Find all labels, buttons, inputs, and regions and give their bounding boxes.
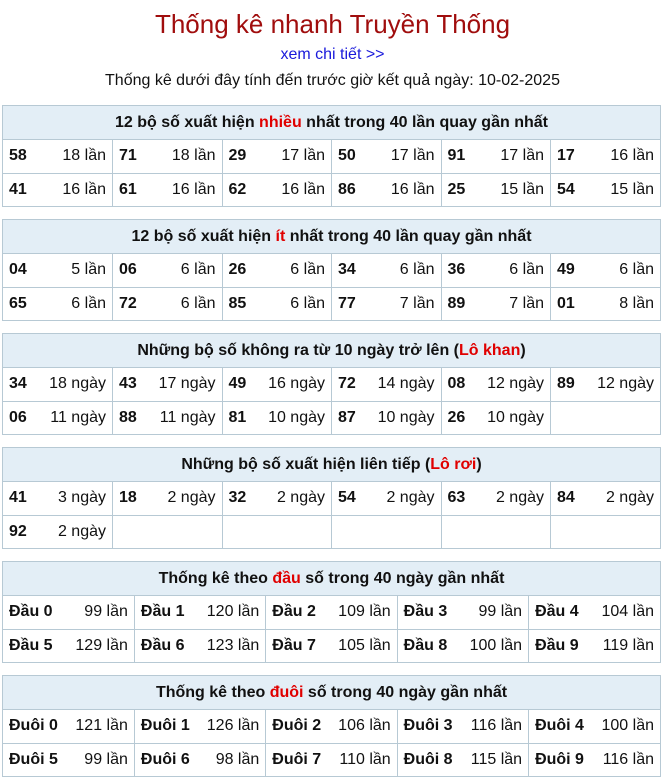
table-row bbox=[3, 287, 660, 320]
table-row bbox=[3, 515, 660, 548]
stat-count: 100 lần bbox=[601, 717, 654, 735]
stat-key: 26 bbox=[447, 408, 466, 426]
stat-cell bbox=[332, 401, 442, 434]
section-title-text: Những bộ số không ra từ 10 ngày trở lên ( bbox=[137, 342, 459, 359]
stat-cell bbox=[222, 515, 332, 548]
stat-key: Đuôi 5 bbox=[9, 750, 58, 768]
stat-cell bbox=[222, 401, 332, 434]
table-row bbox=[3, 629, 660, 662]
stat-count: 12 ngày bbox=[487, 375, 544, 393]
stat-key: 01 bbox=[557, 294, 575, 312]
stat-key: 25 bbox=[447, 180, 466, 198]
stat-key: Đuôi 4 bbox=[535, 717, 584, 735]
stat-count: 11 ngày bbox=[50, 408, 106, 426]
stat-key: 89 bbox=[557, 375, 575, 393]
stat-key: 72 bbox=[119, 294, 137, 312]
stat-key: 50 bbox=[338, 147, 356, 165]
stat-cell bbox=[551, 254, 661, 287]
stat-key: 92 bbox=[9, 522, 27, 540]
stat-key: 06 bbox=[119, 261, 137, 279]
stat-count: 12 ngày bbox=[597, 375, 654, 393]
stat-key: 54 bbox=[338, 489, 356, 507]
section-title bbox=[3, 448, 660, 482]
stat-count: 5 lần bbox=[71, 261, 106, 279]
stat-key: 65 bbox=[9, 294, 27, 312]
stat-key: 86 bbox=[338, 180, 356, 198]
stat-cell bbox=[332, 515, 442, 548]
section-title bbox=[3, 676, 660, 710]
stat-cell bbox=[134, 743, 265, 776]
stats-table bbox=[3, 368, 660, 434]
stat-cell bbox=[441, 254, 551, 287]
stat-cell bbox=[113, 515, 223, 548]
stat-count: 16 lần bbox=[610, 147, 654, 165]
stat-count: 10 ngày bbox=[377, 408, 435, 426]
stat-count: 109 lần bbox=[338, 603, 391, 621]
stat-key: Đuôi 2 bbox=[272, 717, 322, 735]
stat-count: 6 lần bbox=[180, 261, 216, 279]
stat-count: 10 ngày bbox=[268, 408, 325, 426]
stat-count: 121 lần bbox=[75, 717, 128, 735]
page-title: Thống kê nhanh Truyền Thống bbox=[154, 9, 511, 39]
stat-key: 34 bbox=[338, 261, 356, 279]
stat-count: 126 lần bbox=[206, 717, 260, 735]
stat-cell bbox=[222, 287, 332, 320]
stat-cell bbox=[332, 140, 442, 173]
stat-count: 110 lần bbox=[339, 750, 391, 768]
section-title-highlight: nhiều bbox=[259, 114, 302, 131]
stat-key: 04 bbox=[9, 261, 27, 279]
stat-count: 99 lần bbox=[84, 750, 128, 768]
stat-cell bbox=[266, 710, 397, 743]
section-title-highlight: ít bbox=[275, 228, 286, 245]
stat-key: 49 bbox=[228, 375, 247, 393]
stat-key: 26 bbox=[228, 261, 247, 279]
stat-cell bbox=[134, 629, 265, 662]
stat-cell bbox=[332, 482, 442, 515]
stat-count: 14 ngày bbox=[377, 375, 435, 393]
stat-count: 16 lần bbox=[281, 180, 325, 198]
table-row bbox=[3, 173, 660, 206]
section-title-highlight: đuôi bbox=[269, 684, 304, 701]
stat-cell bbox=[3, 173, 113, 206]
stat-cell bbox=[266, 629, 397, 662]
stat-cell bbox=[113, 140, 223, 173]
stat-cell bbox=[266, 743, 397, 776]
lo-roi-section bbox=[2, 447, 661, 549]
stat-count: 2 ngày bbox=[57, 522, 106, 540]
stat-cell bbox=[222, 173, 332, 206]
stat-key: 34 bbox=[9, 375, 27, 393]
stat-key: 84 bbox=[557, 489, 575, 507]
stat-cell bbox=[3, 482, 113, 515]
stat-count: 2 ngày bbox=[386, 489, 435, 507]
stat-count: 17 ngày bbox=[158, 375, 216, 393]
stat-key: Đầu 1 bbox=[140, 603, 185, 621]
stat-key: 06 bbox=[9, 408, 27, 426]
section-title-text: Thống kê theo bbox=[158, 570, 273, 587]
table-row bbox=[3, 368, 660, 401]
stat-cell bbox=[3, 254, 113, 287]
stat-count: 18 lần bbox=[171, 147, 216, 165]
stat-key: Đầu 5 bbox=[9, 636, 53, 654]
stat-count: 6 lần bbox=[71, 294, 106, 312]
section-title-text: 12 bộ số xuất hiện bbox=[115, 114, 260, 131]
section-title bbox=[3, 220, 660, 254]
stat-cell bbox=[332, 287, 442, 320]
most-frequent-section bbox=[2, 105, 661, 207]
stat-key: 18 bbox=[119, 489, 137, 507]
stat-cell bbox=[113, 482, 223, 515]
stat-key: 71 bbox=[119, 147, 137, 165]
stat-key: 58 bbox=[9, 147, 27, 165]
stat-count: 106 lần bbox=[338, 717, 391, 735]
stat-cell bbox=[113, 173, 223, 206]
stat-cell bbox=[266, 596, 397, 629]
stat-count: 6 lần bbox=[290, 294, 325, 312]
duoi-stats-section bbox=[2, 675, 661, 777]
stat-count: 16 lần bbox=[390, 180, 435, 198]
section-title-text: ) bbox=[476, 456, 482, 473]
section-title-text: ) bbox=[520, 342, 526, 359]
stats-table bbox=[3, 140, 660, 206]
stat-key: 41 bbox=[9, 180, 27, 198]
stat-cell bbox=[134, 596, 265, 629]
stat-key: 43 bbox=[119, 375, 137, 393]
table-row bbox=[3, 596, 660, 629]
stat-key: Đuôi 8 bbox=[403, 750, 453, 768]
stat-cell bbox=[113, 254, 223, 287]
stat-cell bbox=[529, 596, 660, 629]
stat-key: Đầu 8 bbox=[403, 636, 448, 654]
stat-cell bbox=[441, 287, 551, 320]
stat-count: 100 lần bbox=[469, 636, 523, 654]
stat-cell bbox=[551, 482, 661, 515]
stat-key: 17 bbox=[557, 147, 575, 165]
stat-cell bbox=[222, 140, 332, 173]
section-title-text: nhất trong 40 lần quay gần nhất bbox=[285, 228, 532, 245]
stat-count: 16 lần bbox=[171, 180, 216, 198]
stat-count: 6 lần bbox=[509, 261, 544, 279]
stat-key: Đuôi 0 bbox=[9, 717, 58, 735]
stat-count: 3 ngày bbox=[57, 489, 106, 507]
stat-key: Đuôi 1 bbox=[140, 717, 190, 735]
stat-cell bbox=[551, 173, 661, 206]
stat-count: 6 lần bbox=[399, 261, 435, 279]
stat-count: 2 ngày bbox=[605, 489, 654, 507]
stat-count: 123 lần bbox=[206, 636, 260, 654]
section-title bbox=[3, 562, 660, 596]
stat-cell bbox=[332, 173, 442, 206]
section-title-text: số trong 40 ngày gần nhất bbox=[303, 684, 508, 701]
stat-cell bbox=[113, 401, 223, 434]
stat-count: 120 lần bbox=[206, 603, 260, 621]
table-row bbox=[3, 401, 660, 434]
stat-cell bbox=[551, 140, 661, 173]
stat-cell bbox=[3, 401, 113, 434]
stat-key: 61 bbox=[119, 180, 137, 198]
section-title-text: Thống kê theo bbox=[155, 684, 270, 701]
stat-count: 116 lần bbox=[470, 717, 523, 735]
stat-key: Đuôi 6 bbox=[140, 750, 190, 768]
stat-cell bbox=[397, 710, 528, 743]
stat-cell bbox=[397, 596, 528, 629]
stat-cell bbox=[551, 368, 661, 401]
stat-cell bbox=[113, 368, 223, 401]
stat-key: Đuôi 7 bbox=[272, 750, 322, 768]
stat-cell bbox=[441, 482, 551, 515]
stat-key: 72 bbox=[338, 375, 356, 393]
stat-key: Đầu 0 bbox=[9, 603, 53, 621]
stat-cell bbox=[222, 254, 332, 287]
date-line: Thống kê dưới đây tính đến trước giờ kết quả ngày: 10-02-2025 bbox=[105, 72, 560, 89]
table-row bbox=[3, 710, 660, 743]
stat-cell bbox=[222, 482, 332, 515]
stat-key: 89 bbox=[447, 294, 466, 312]
stat-key: 62 bbox=[228, 180, 247, 198]
stat-cell bbox=[397, 743, 528, 776]
section-title-text: nhất trong 40 lần quay gần nhất bbox=[301, 114, 548, 131]
stat-count: 10 ngày bbox=[487, 408, 544, 426]
stats-table bbox=[3, 710, 660, 776]
section-title bbox=[3, 334, 660, 368]
stat-cell bbox=[441, 515, 551, 548]
stat-count: 2 ngày bbox=[276, 489, 325, 507]
stat-count: 6 lần bbox=[180, 294, 216, 312]
stat-key: 29 bbox=[228, 147, 247, 165]
stat-cell bbox=[397, 629, 528, 662]
table-row bbox=[3, 254, 660, 287]
stat-cell bbox=[441, 173, 551, 206]
stat-cell bbox=[551, 287, 661, 320]
stat-cell bbox=[332, 368, 442, 401]
stat-count: 15 lần bbox=[610, 180, 654, 198]
stat-count: 119 lần bbox=[602, 636, 654, 654]
stat-key: 36 bbox=[447, 261, 466, 279]
stat-key: 08 bbox=[447, 375, 466, 393]
stat-key: 77 bbox=[338, 294, 356, 312]
table-row bbox=[3, 743, 660, 776]
stat-cell bbox=[3, 710, 134, 743]
stat-count: 6 lần bbox=[619, 261, 654, 279]
stat-cell bbox=[551, 401, 661, 434]
stat-count: 17 lần bbox=[390, 147, 435, 165]
view-details-link[interactable]: xem chi tiết >> bbox=[280, 46, 385, 63]
stat-count: 2 ngày bbox=[495, 489, 544, 507]
stat-key: Đầu 2 bbox=[272, 603, 316, 621]
section-title-highlight: đầu bbox=[272, 570, 301, 587]
stat-count: 98 lần bbox=[215, 750, 260, 768]
stat-key: 41 bbox=[9, 489, 27, 507]
stat-key: Đuôi 9 bbox=[535, 750, 584, 768]
stat-key: 54 bbox=[557, 180, 575, 198]
stat-count: 104 lần bbox=[601, 603, 654, 621]
stat-cell bbox=[3, 743, 134, 776]
section-title-text: 12 bộ số xuất hiện bbox=[131, 228, 276, 245]
stat-key: 49 bbox=[557, 261, 575, 279]
stat-key: Đầu 6 bbox=[140, 636, 185, 654]
stat-key: 88 bbox=[119, 408, 137, 426]
section-title-highlight: Lô khan bbox=[459, 342, 521, 359]
table-row bbox=[3, 140, 660, 173]
least-frequent-section bbox=[2, 219, 661, 321]
stat-count: 115 lần bbox=[470, 750, 523, 768]
stat-count: 8 lần bbox=[619, 294, 654, 312]
stats-table bbox=[3, 596, 660, 662]
stat-key: 91 bbox=[447, 147, 466, 165]
stat-key: 85 bbox=[228, 294, 247, 312]
stat-cell bbox=[3, 287, 113, 320]
stat-count: 7 lần bbox=[509, 294, 544, 312]
stat-count: 6 lần bbox=[290, 261, 325, 279]
stat-count: 99 lần bbox=[84, 603, 128, 621]
stat-count: 116 lần bbox=[602, 750, 654, 768]
stat-cell bbox=[222, 368, 332, 401]
stat-count: 2 ngày bbox=[167, 489, 216, 507]
stats-table bbox=[3, 482, 660, 548]
stat-cell bbox=[3, 596, 134, 629]
stat-cell bbox=[113, 287, 223, 320]
stat-count: 18 lần bbox=[62, 147, 106, 165]
stat-cell bbox=[3, 140, 113, 173]
stat-key: Đầu 9 bbox=[535, 636, 579, 654]
stat-cell bbox=[441, 401, 551, 434]
stat-key: 63 bbox=[447, 489, 466, 507]
stat-count: 7 lần bbox=[399, 294, 435, 312]
stat-count: 16 lần bbox=[62, 180, 106, 198]
stat-cell bbox=[3, 629, 134, 662]
stat-count: 11 ngày bbox=[159, 408, 216, 426]
stat-cell bbox=[551, 515, 661, 548]
lo-khan-section bbox=[2, 333, 661, 435]
stat-cell bbox=[441, 368, 551, 401]
stat-count: 99 lần bbox=[478, 603, 523, 621]
page-header bbox=[0, 0, 665, 92]
stat-cell bbox=[529, 710, 660, 743]
stat-key: 87 bbox=[338, 408, 356, 426]
stat-cell bbox=[529, 629, 660, 662]
stat-count: 17 lần bbox=[500, 147, 544, 165]
stat-count: 18 ngày bbox=[49, 375, 106, 393]
stat-key: Đầu 3 bbox=[403, 603, 448, 621]
stat-key: Đuôi 3 bbox=[403, 717, 453, 735]
stat-count: 105 lần bbox=[338, 636, 391, 654]
stat-cell bbox=[529, 743, 660, 776]
section-title-text: số trong 40 ngày gần nhất bbox=[300, 570, 505, 587]
stat-key: Đầu 4 bbox=[535, 603, 579, 621]
stat-count: 15 lần bbox=[500, 180, 544, 198]
stat-key: 81 bbox=[228, 408, 247, 426]
stat-cell bbox=[332, 254, 442, 287]
stats-table bbox=[3, 254, 660, 320]
section-title bbox=[3, 106, 660, 140]
stat-key: 32 bbox=[228, 489, 247, 507]
stat-cell bbox=[3, 515, 113, 548]
stat-count: 129 lần bbox=[75, 636, 128, 654]
stat-cell bbox=[3, 368, 113, 401]
stat-count: 16 ngày bbox=[268, 375, 325, 393]
section-title-text: Những bộ số xuất hiện liên tiếp ( bbox=[181, 456, 431, 473]
stat-key: Đầu 7 bbox=[272, 636, 316, 654]
table-row bbox=[3, 482, 660, 515]
dau-stats-section bbox=[2, 561, 661, 663]
stat-cell bbox=[134, 710, 265, 743]
stat-cell bbox=[441, 140, 551, 173]
section-title-highlight: Lô rơi bbox=[430, 456, 477, 473]
stat-count: 17 lần bbox=[281, 147, 325, 165]
